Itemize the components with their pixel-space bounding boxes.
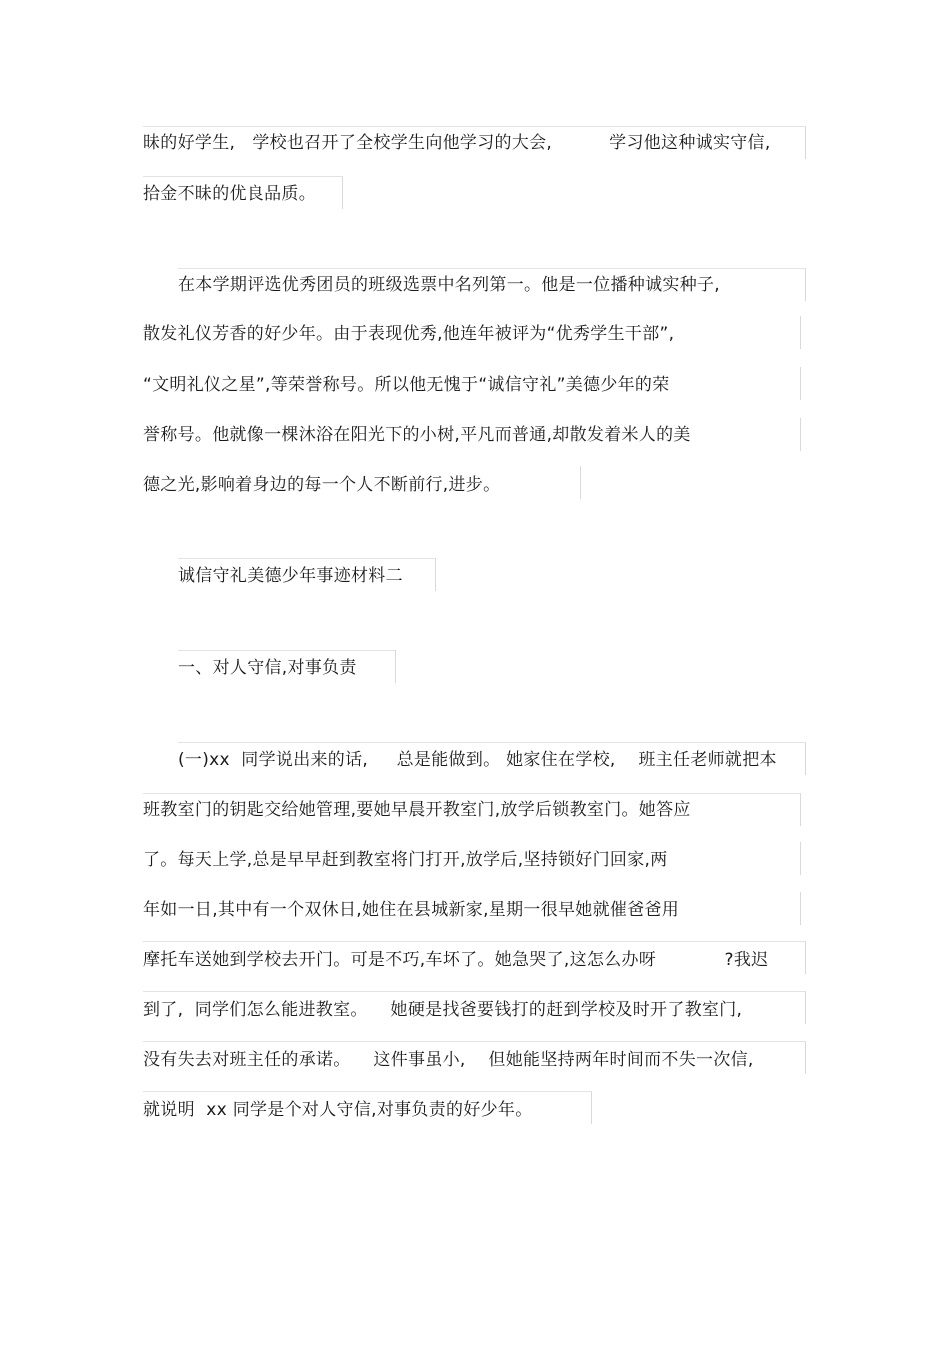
- subheading: 一、对人守信,对事负责: [178, 658, 357, 678]
- paragraph-line: 在本学期评选优秀团员的班级选票中名列第一。他是一位播种诚实种子,: [178, 275, 721, 295]
- paragraph-line: 了。每天上学,总是早早赶到教室将门打开,放学后,坚持锁好门回家,两: [143, 850, 668, 870]
- text-box-outline: [800, 418, 801, 451]
- paragraph-line: 誉称号。他就像一棵沐浴在阳光下的小树,平凡而普通,却散发着米人的美: [143, 425, 691, 445]
- text-box-outline: [800, 367, 801, 400]
- paragraph-line: 昧的好学生, 学校也召开了全校学生向他学习的大会, 学习他这种诚实守信,: [143, 133, 771, 153]
- text-box-outline: [800, 892, 801, 925]
- text-box-outline: [800, 316, 801, 349]
- paragraph-line: 拾金不昧的优良品质。: [143, 184, 316, 204]
- section-title: 诚信守礼美德少年事迹材料二: [178, 566, 403, 586]
- paragraph-line: 摩托车送她到学校去开门。可是不巧,车坏了。她急哭了,这怎么办呀 ?我迟: [143, 950, 769, 970]
- paragraph-line: 年如一日,其中有一个双休日,她住在县城新家,星期一很早她就催爸爸用: [143, 900, 680, 920]
- paragraph-line: 就说明 xx 同学是个对人守信,对事负责的好少年。: [143, 1100, 533, 1120]
- paragraph-line: 到了, 同学们怎么能进教室。 她硬是找爸要钱打的赶到学校及时开了教室门,: [143, 1000, 743, 1020]
- paragraph-line: “文明礼仪之星”,等荣誉称号。所以他无愧于“诚信守礼”美德少年的荣: [143, 375, 670, 395]
- paragraph-line: 没有失去对班主任的承诺。 这件事虽小, 但她能坚持两年时间而不失一次信,: [143, 1050, 754, 1070]
- text-box-outline: [580, 466, 581, 499]
- paragraph-line: 散发礼仪芳香的好少年。由于表现优秀,他连年被评为“优秀学生干部”,: [143, 324, 675, 344]
- paragraph-line: 德之光,影响着身边的每一个人不断前行,进步。: [143, 475, 501, 495]
- text-box-outline: [800, 842, 801, 875]
- paragraph-line: (一)xx 同学说出来的话, 总是能做到。 她家住在学校, 班主任老师就把本: [178, 750, 777, 770]
- paragraph-line: 班教室门的钥匙交给她管理,要她早晨开教室门,放学后锁教室门。她答应: [143, 800, 691, 820]
